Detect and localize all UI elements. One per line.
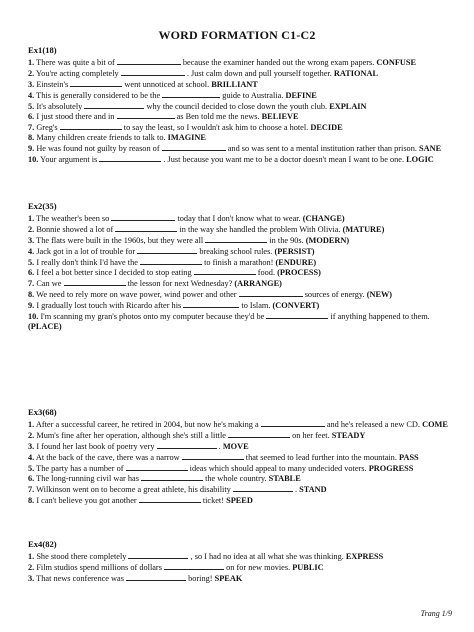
item-text-after: as Ben told me the news. [176,112,260,122]
keyword: STEADY [331,430,366,440]
item-text-after: and so was sent to a mental institution rather than prison. [227,144,417,154]
exercise-item [28,143,458,154]
item-number: 8. [28,290,35,300]
answer-blank[interactable] [261,419,325,427]
answer-blank[interactable] [70,79,122,87]
item-text-before: She stood there completely [36,551,127,561]
exercise-item [28,278,458,289]
item-number: 7. [28,485,35,495]
keyword: (CHANGE) [302,213,345,223]
exercise-item [28,452,458,463]
item-text-before: We need to rely more on wave power, wind power and other [36,290,237,300]
keyword: (PERSIST) [274,246,315,256]
item-text-before: Greg's [36,123,58,133]
keyword: PASS [399,452,419,462]
answer-blank[interactable] [141,473,203,481]
item-number: 6. [28,268,35,278]
item-text-after: sources of energy. [304,290,365,300]
item-text-after: . [294,485,298,495]
page-number: Trang 1/9 [420,609,452,618]
item-text-before: You're acting completely [36,68,119,78]
item-text-before: The flats were built in the 1960s, but they were all [36,235,204,245]
item-text-after: why the council decided to close down the youth club. [146,101,328,111]
item-text-before: I found her last book of poetry very [36,441,155,451]
item-number: 6. [28,474,35,484]
answer-blank[interactable] [205,235,267,243]
exercise-item [28,246,458,257]
keyword: SPEAK [214,573,243,583]
item-text-before: This is generally considered to be the [36,90,161,100]
keyword: (ARRANGE) [234,279,282,289]
item-text-after: ticket! [202,496,225,506]
item-text-after: boring! [188,573,213,583]
answer-blank[interactable] [266,311,328,319]
item-text-before: I gradually lost touch with Ricardo after his [36,301,182,311]
exercise-item [28,90,458,101]
item-text-after: to finish a marathon! [204,257,274,267]
exercise-item [28,289,458,300]
item-text-after: to say the least, so I wouldn't ask him to choose a hotel. [123,123,309,133]
exercise-item [28,430,458,441]
exercise-item [28,267,458,278]
exercise-item [28,79,458,90]
exercise-item [28,68,458,79]
keyword: LOGIC [406,155,434,165]
exercise-item [28,473,458,484]
item-text-before: That news conference was [36,573,124,583]
item-number: 3. [28,573,35,583]
keyword: SANE [419,144,442,154]
keyword: PROGRESS [368,463,414,473]
ex3-heading: Ex3(68) [28,407,57,417]
item-number: 7. [28,123,35,133]
exercise-2 [28,202,458,332]
answer-blank[interactable] [228,430,290,438]
item-number: 8. [28,496,35,506]
item-text-before: It's absolutely [36,101,83,111]
exercise-item [28,57,458,68]
exercise-item [28,573,458,584]
keyword: BRILLIANT [211,79,258,89]
answer-blank[interactable] [64,278,126,286]
exercise-item [28,213,458,224]
item-text-before: Many children create friends to talk to. [36,133,166,143]
item-number: 1. [28,213,35,223]
item-number: 3. [28,441,35,451]
exercise-item [28,419,458,430]
item-text-after: the lesson for next Wednesday? [127,279,233,289]
item-text-after: on her feet. [292,430,330,440]
keyword: (PROCESS) [277,268,321,278]
answer-blank[interactable] [139,495,201,503]
item-text-before: I really don't think I'd have the [36,257,138,267]
exercise-item [28,257,458,268]
item-text-before: I can't believe you got another [36,496,137,506]
answer-blank[interactable] [115,224,177,232]
answer-blank[interactable] [194,267,256,275]
item-number: 5. [28,257,35,267]
exercise-item [28,562,458,573]
answer-blank[interactable] [164,562,224,570]
answer-blank[interactable] [99,154,161,162]
item-number: 4. [28,246,35,256]
item-number: 4. [28,90,35,100]
answer-blank[interactable] [162,143,226,151]
item-number: 6. [28,112,35,122]
exercise-item [28,235,458,246]
item-text-after: . Just calm down and pull yourself together. [186,68,332,78]
item-text-after: went unnoticed at school. [124,79,210,89]
ex4-heading: Ex4(82) [28,539,57,549]
exercise-item [28,311,458,332]
keyword: (CONVERT) [272,301,320,311]
item-text-after: breaking school rules. [199,246,273,256]
item-text-after: . [218,441,221,451]
item-number: 3. [28,235,35,245]
keyword: (MODERN) [305,235,350,245]
keyword: IMAGINE [167,133,206,143]
item-number: 2. [28,68,35,78]
exercise-4 [28,540,458,584]
keyword: CONFUSE [376,57,417,67]
keyword: BELIEVE [261,112,299,122]
answer-blank[interactable] [183,300,239,308]
item-text-before: Your argument is [40,155,98,165]
item-number: 1. [28,57,35,67]
keyword: COME [422,419,448,429]
keyword: (PLACE) [28,321,62,331]
exercise-1 [28,46,458,165]
item-text-before: I'm scanning my gran's photos onto my computer because they'd be [40,312,265,322]
item-number: 4. [28,452,35,462]
exercise-item [28,154,458,165]
ex2-heading: Ex2(35) [28,201,57,211]
keyword: DECIDE [310,123,343,133]
item-number: 9. [28,301,35,311]
item-number: 9. [28,144,35,154]
item-text-before: There was quite a bit of [36,57,115,67]
answer-blank[interactable] [140,257,202,265]
item-text-before: Einstein's [36,79,69,89]
item-number: 5. [28,463,35,473]
exercise-item [28,122,458,133]
exercise-item [28,101,458,112]
exercise-item [28,300,458,311]
keyword: (ENDURE) [275,257,317,267]
item-text-before: After a successful career, he retired in 2004, but now he's making a [35,419,259,429]
item-number: 2. [28,430,35,440]
ex1-heading: Ex1(18) [28,45,57,55]
answer-blank[interactable] [239,289,303,297]
answer-blank[interactable] [137,246,197,254]
item-text-before: Mum's fine after her operation, although she's still a little [36,430,226,440]
item-text-after: that seemed to lead further into the mountain. [245,452,397,462]
item-text-after: in the 90s. [269,235,304,245]
keyword: EXPLAIN [329,101,367,111]
answer-blank[interactable] [233,484,293,492]
keyword: MOVE [222,441,249,451]
answer-blank[interactable] [128,551,188,559]
item-text-before: I feel a bot better since I decided to stop eating [36,268,192,278]
item-number: 10. [28,155,39,165]
item-text-before: At the back of the cave, there was a narrow [35,452,180,462]
answer-blank[interactable] [60,122,122,130]
answer-blank[interactable] [126,463,188,471]
keyword: STABLE [268,474,301,484]
exercise-item [28,495,458,506]
item-number: 8. [28,133,35,143]
item-text-after: the whole country. [205,474,267,484]
item-text-before: He was found not guilty by reason of [36,144,160,154]
exercise-item [28,111,458,122]
exercise-3 [28,408,458,506]
keyword: STAND [299,485,327,495]
answer-blank[interactable] [111,213,175,221]
answer-blank[interactable] [126,573,186,581]
item-text-after: because the examiner handed out the wrong exam papers. [182,57,375,67]
answer-blank[interactable] [117,57,181,65]
answer-blank[interactable] [162,90,220,98]
item-text-before: The party has a number of [36,463,124,473]
item-text-after: today that I don't know what to wear. [177,213,301,223]
exercise-item [28,484,458,495]
keyword: DEFINE [285,90,317,100]
item-number: 1. [28,551,35,561]
keyword: EXPRESS [345,551,384,561]
item-text-after: to Islam. [241,301,271,311]
keyword: (MATURE) [342,224,385,234]
item-text-before: Jack got in a lot of trouble for [36,246,136,256]
item-text-before: The weather's been so [36,213,110,223]
exercise-item [28,441,458,452]
answer-blank[interactable] [182,452,244,460]
answer-blank[interactable] [121,68,185,76]
item-number: 5. [28,101,35,111]
item-text-before: Wilkinson went on to become a great athlete, his disability [36,485,231,495]
item-number: 3. [28,79,35,89]
item-text-after: in the way she handled the problem With Olivia. [179,224,341,234]
answer-blank[interactable] [117,111,175,119]
item-text-before: Film studios spend millions of dollars [36,562,162,572]
answer-blank[interactable] [157,441,217,449]
item-text-after: on for new movies. [226,562,291,572]
item-text-before: Bonnie showed a lot of [36,224,114,234]
answer-blank[interactable] [84,101,144,109]
item-number: 10. [28,312,39,322]
item-text-before: The long-running civil war has [36,474,139,484]
item-text-after: , so I had no idea at all what she was thinking. [190,551,344,561]
item-number: 2. [28,224,35,234]
exercise-item [28,463,458,474]
item-text-after: . Just because you want me to be a doctor doesn't mean I want to be one. [163,155,405,165]
exercise-item [28,133,458,143]
item-text-after: and he's released a new CD. [326,419,420,429]
keyword: SPEED [226,496,253,506]
item-text-after: guide to Australia. [222,90,284,100]
keyword: PUBLIC [292,562,324,572]
exercise-item [28,551,458,562]
item-text-after: if anything happened to them. [330,312,430,322]
item-number: 2. [28,562,35,572]
keyword: RATIONAL [333,68,378,78]
item-number: 1. [28,419,35,429]
item-text-before: I just stood there and in [36,112,115,122]
keyword: (NEW) [366,290,393,300]
item-text-before: Can we [36,279,62,289]
item-text-after: food. [257,268,276,278]
item-number: 7. [28,279,35,289]
exercise-item [28,224,458,235]
page-title: WORD FORMATION C1-C2 [158,28,316,42]
item-text-after: ideas which should appeal to many undecided voters. [189,463,367,473]
